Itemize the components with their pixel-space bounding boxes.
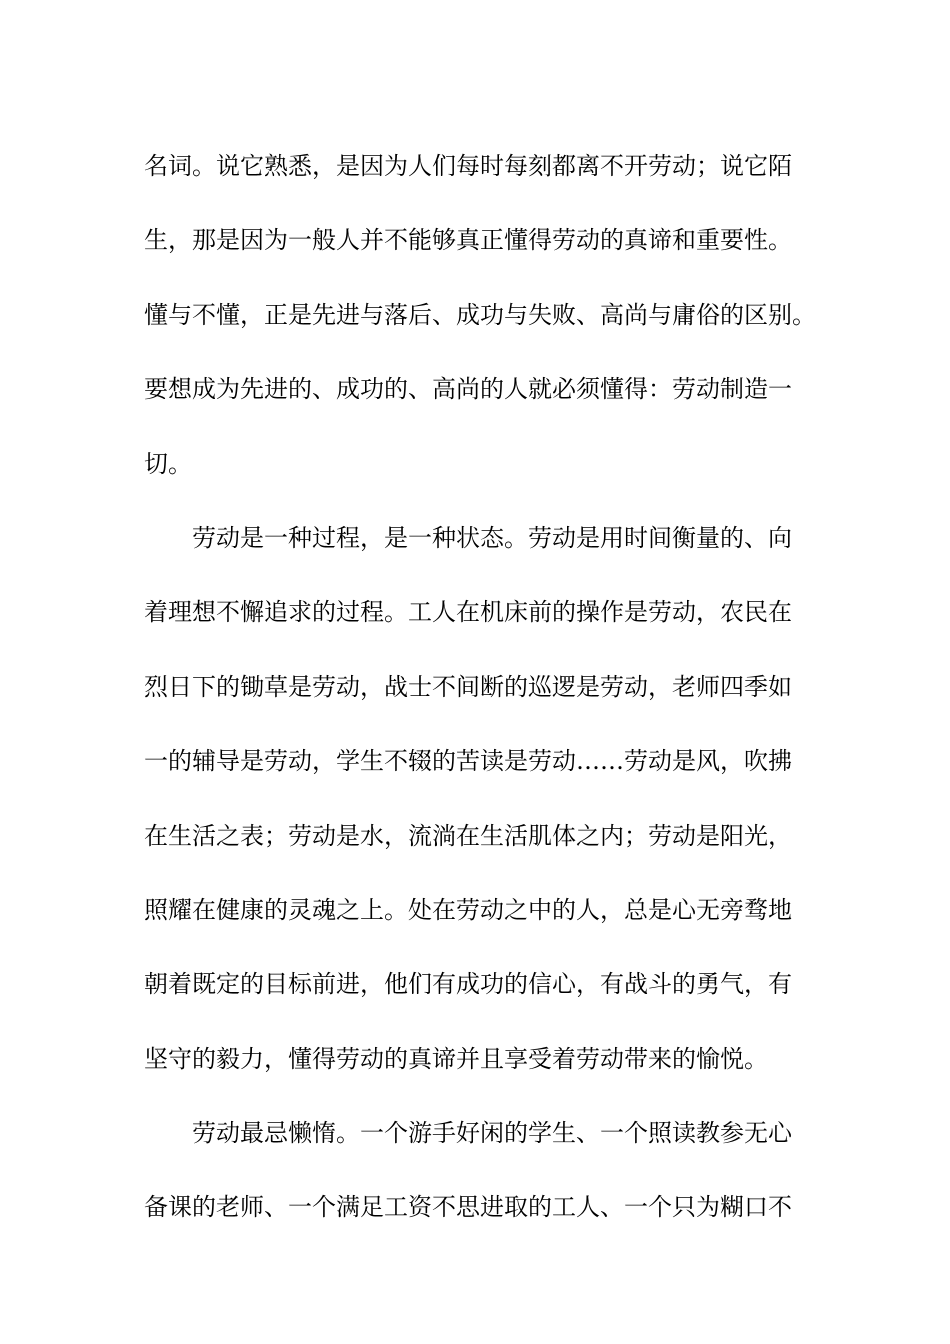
- text-line: 要想成为先进的、成功的、高尚的人就必须懂得：劳动制造一: [144, 375, 792, 404]
- text-line: 懂与不懂，正是先进与落后、成功与失败、高尚与庸俗的区别。: [144, 300, 816, 329]
- text-line: 着理想不懈追求的过程。工人在机床前的操作是劳动，农民在: [144, 598, 792, 627]
- text-line: 切。: [144, 449, 192, 478]
- text-line: 烈日下的锄草是劳动，战士不间断的巡逻是劳动，老师四季如: [144, 672, 792, 701]
- text-line: 朝着既定的目标前进，他们有成功的信心，有战斗的勇气，有: [144, 970, 792, 999]
- text-line: 名词。说它熟悉，是因为人们每时每刻都离不开劳动；说它陌: [144, 152, 792, 180]
- text-line: 坚守的毅力，懂得劳动的真谛并且享受着劳动带来的愉悦。: [144, 1044, 768, 1073]
- text-line: 劳动最忌懒惰。一个游手好闲的学生、一个照读教参无心: [144, 1119, 792, 1148]
- text-line: 在生活之表；劳动是水，流淌在生活肌体之内；劳动是阳光，: [144, 821, 792, 850]
- text-line: 劳动是一种过程，是一种状态。劳动是用时间衡量的、向: [144, 523, 792, 552]
- text-line: 生，那是因为一般人并不能够真正懂得劳动的真谛和重要性。: [144, 226, 792, 255]
- text-line: 一的辅导是劳动，学生不辍的苦读是劳动……劳动是风，吹拂: [144, 747, 792, 776]
- body-text: [144, 129, 816, 1245]
- text-line: 照耀在健康的灵魂之上。处在劳动之中的人，总是心无旁骛地: [144, 895, 792, 924]
- text-line: 备课的老师、一个满足工资不思进取的工人、一个只为糊口不: [144, 1193, 792, 1222]
